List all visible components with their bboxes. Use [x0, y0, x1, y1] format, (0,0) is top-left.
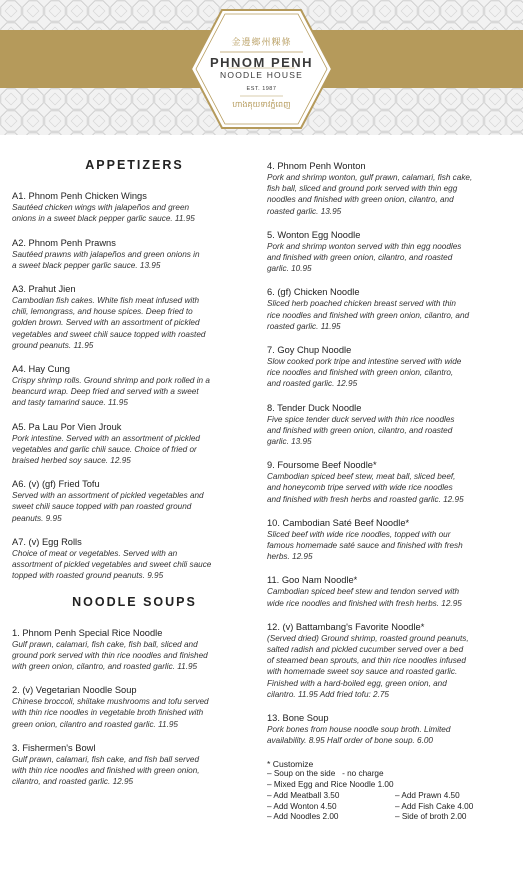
logo-title: PHNOM PENH — [209, 55, 314, 70]
customize-section — [267, 759, 512, 824]
noodle-soups-list-right — [267, 160, 512, 747]
menu-item — [12, 363, 257, 409]
customize-option-row — [267, 802, 512, 813]
noodle-soups-list-left — [12, 627, 257, 788]
logo-khmer-text: ហាងគុយទាវភ្នំពេញ — [232, 100, 291, 109]
menu-item — [12, 684, 257, 730]
menu-item — [12, 742, 257, 788]
menu-item-description: Five spice tender duck served with thin rice noodles and finished with green onion, cilantro, and roasted garlic. 13.95 — [267, 414, 455, 447]
menu-item-name: 8. Tender Duck Noodle — [267, 402, 362, 413]
customize-option: – Add Noodles 2.00 — [267, 812, 339, 822]
customize-option: – Add Wonton 4.50 — [267, 801, 337, 811]
menu-item-name: A1. Phnom Penh Chicken Wings — [12, 191, 147, 202]
menu-item-description: Gulf prawn, calamari, fish cake, and fish ball served with thin rice noodles and finished with green onion, cilantro, and roasted garlic. 12.95 — [12, 754, 200, 787]
menu-item-description: Pork intestine. Served with an assortment of pickled vegetables and garlic chili sauce. Choice of fried or braised herbed soy sauce. 12.95 — [12, 433, 200, 466]
menu-item-description: Cambodian spiced beef stew, meat ball, sliced beef, and honeycomb tripe served with wide rice noodles and finished with fresh herbs and roasted garlic. 12.95 — [267, 472, 464, 504]
menu-item-description: Pork bones from house noodle soup broth. Limited availability. 8.95 Half order of bone soup. 6.00 — [267, 725, 451, 746]
menu-item-description: Choice of meat or vegetables. Served with an assortment of pickled vegetables and sweet chili sauce topped with roasted ground peanuts. 9.95 — [12, 548, 212, 581]
menu-item — [12, 421, 257, 467]
customize-title: * Customize — [267, 758, 314, 769]
menu-item-description: Gulf prawn, calamari, fish cake, fish ball, sliced and ground pork served with thin rice noodles and finished with green onion, cilantro, and roasted garlic. 11.95 — [12, 639, 208, 672]
menu-item — [267, 621, 512, 700]
menu-item-description: Sautéed prawns with jalapeños and green onions in a sweet black pepper garlic sauce. 13.95 — [12, 249, 200, 270]
logo-chinese-text: 金邊鄉州粿條 — [231, 37, 292, 47]
menu-item-description: (Served dried) Ground shrimp, roasted ground peanuts, salted radish and pickled cucumber served over a bed of steamed bean sprouts, and thin rice noodles infused with homemade sweet soy sauce and roasted garlic. Finished with a hard-boiled egg, green onion, and cilantro. 11.95 Add fried tofu: 2.75 — [267, 633, 469, 699]
menu-item-description: Chinese broccoli, shiitake mushrooms and tofu served with thin rice noodles in vegetable broth finished with green onion, cilantro and roasted garlic. 11.95 — [12, 697, 209, 729]
menu-item-name: 9. Foursome Beef Noodle* — [267, 460, 377, 471]
menu-item — [267, 160, 512, 217]
menu-item-name: 1. Phnom Penh Special Rice Noodle — [12, 627, 163, 638]
menu-item-name: 4. Phnom Penh Wonton — [267, 161, 366, 171]
right-column — [267, 160, 512, 823]
menu-item-description: Cambodian fish cakes. White fish meat infused with chili, lemongrass, and house spices. Deep fried to golden brown. Served with an assortment of pickled vegetables and sweet chili sauce topped with roasted ground peanuts. 11.95 — [12, 296, 206, 350]
menu-item-description: Slow cooked pork tripe and intestine served with wide rice noodles and finished with green onion, cilantro, and roasted garlic. 12.95 — [267, 357, 462, 389]
menu-item-description: Pork and shrimp wonton, gulf prawn, calamari, fish cake, fish ball, sliced and ground pork served with thin egg noodles and finished with green onion, cilantro, and roasted garlic. 13.95 — [267, 173, 473, 216]
menu-item-description: Sautéed chicken wings with jalapeños and green onions in a sweet black pepper garlic sauce. 11.95 — [12, 203, 195, 224]
menu-item-name: 6. (gf) Chicken Noodle — [267, 287, 360, 298]
menu-item-name: 3. Fishermen's Bowl — [12, 742, 96, 753]
menu-item — [12, 283, 257, 351]
customize-option: – Add Meatball 3.50 — [267, 790, 340, 800]
menu-item — [267, 229, 512, 275]
menu-item-name: 7. Goy Chup Noodle — [267, 345, 352, 356]
noodle-soups-heading: NOODLE SOUPS — [72, 595, 197, 610]
menu-item — [12, 237, 257, 271]
menu-item-description: Cambodian spiced beef stew and tendon served with wide rice noodles and finished with fresh herbs. 12.95 — [267, 587, 462, 608]
customize-option: – Add Prawn 4.50 — [395, 790, 460, 800]
menu-item — [12, 536, 257, 582]
menu-item — [267, 517, 512, 563]
customize-option: – Add Fish Cake 4.00 — [395, 801, 474, 811]
customize-pairs — [267, 791, 512, 823]
appetizers-list — [12, 190, 257, 581]
menu-item-name: A6. (v) (gf) Fried Tofu — [12, 479, 100, 490]
menu-item — [267, 402, 512, 448]
customize-option: – Soup on the side - no charge — [267, 769, 384, 779]
menu-item-name: 2. (v) Vegetarian Noodle Soup — [12, 685, 137, 696]
customize-option-row — [267, 791, 512, 802]
customize-option: – Mixed Egg and Rice Noodle 1.00 — [267, 780, 394, 790]
menu-item-name: 13. Bone Soup — [267, 713, 329, 724]
menu-item — [267, 286, 512, 332]
customize-option: – Side of broth 2.00 — [395, 812, 467, 822]
customize-option-row — [267, 812, 512, 823]
menu-item — [267, 574, 512, 608]
menu-item-name: A2. Phnom Penh Prawns — [12, 237, 116, 248]
logo-est: EST. 1987 — [246, 86, 277, 92]
menu-item-name: 5. Wonton Egg Noodle — [267, 229, 361, 240]
header — [0, 0, 523, 135]
menu-item — [267, 712, 512, 746]
appetizers-heading: APPETIZERS — [85, 158, 184, 172]
menu-item-description: Sliced herb poached chicken breast served with thin rice noodles and finished with green onion, cilantro, and roasted garlic. 11.95 — [267, 299, 470, 331]
menu-item — [12, 627, 257, 673]
logo-subtitle: NOODLE HOUSE — [220, 70, 303, 80]
menu-item-name: A5. Pa Lau Por Vien Jrouk — [12, 421, 122, 432]
menu-item — [12, 478, 257, 524]
menu-item-description: Served with an assortment of pickled vegetables and sweet chili sauce topped with pan roasted ground peanuts. 9.95 — [12, 491, 204, 523]
menu-item-name: 11. Goo Nam Noodle* — [267, 575, 358, 586]
menu-item-description: Crispy shrimp rolls. Ground shrimp and pork rolled in a beancurd wrap. Deep fried and served with a sweet and tasty tamarind sauce. 11.95 — [12, 376, 210, 408]
customize-lines — [267, 769, 512, 791]
left-column — [12, 160, 257, 800]
menu-item-description: Pork and shrimp wonton served with thin egg noodles and finished with green onion, cilantro, and roasted garlic. 10.95 — [267, 241, 462, 274]
menu-item — [12, 190, 257, 224]
menu-item-description: Sliced beef with wide rice noodles, topped with our famous homemade saté sauce and finished with fresh herbs. 12.95 — [267, 529, 463, 562]
menu-item — [267, 344, 512, 390]
menu-item-name: A4. Hay Cung — [12, 364, 70, 375]
menu-item-name: A3. Prahut Jien — [12, 284, 76, 295]
menu-item-name: 12. (v) Battambang's Favorite Noodle* — [267, 621, 425, 632]
menu-item-name: A7. (v) Egg Rolls — [12, 536, 82, 547]
menu-item-name: 10. Cambodian Saté Beef Noodle* — [267, 517, 410, 528]
menu-item — [267, 459, 512, 505]
